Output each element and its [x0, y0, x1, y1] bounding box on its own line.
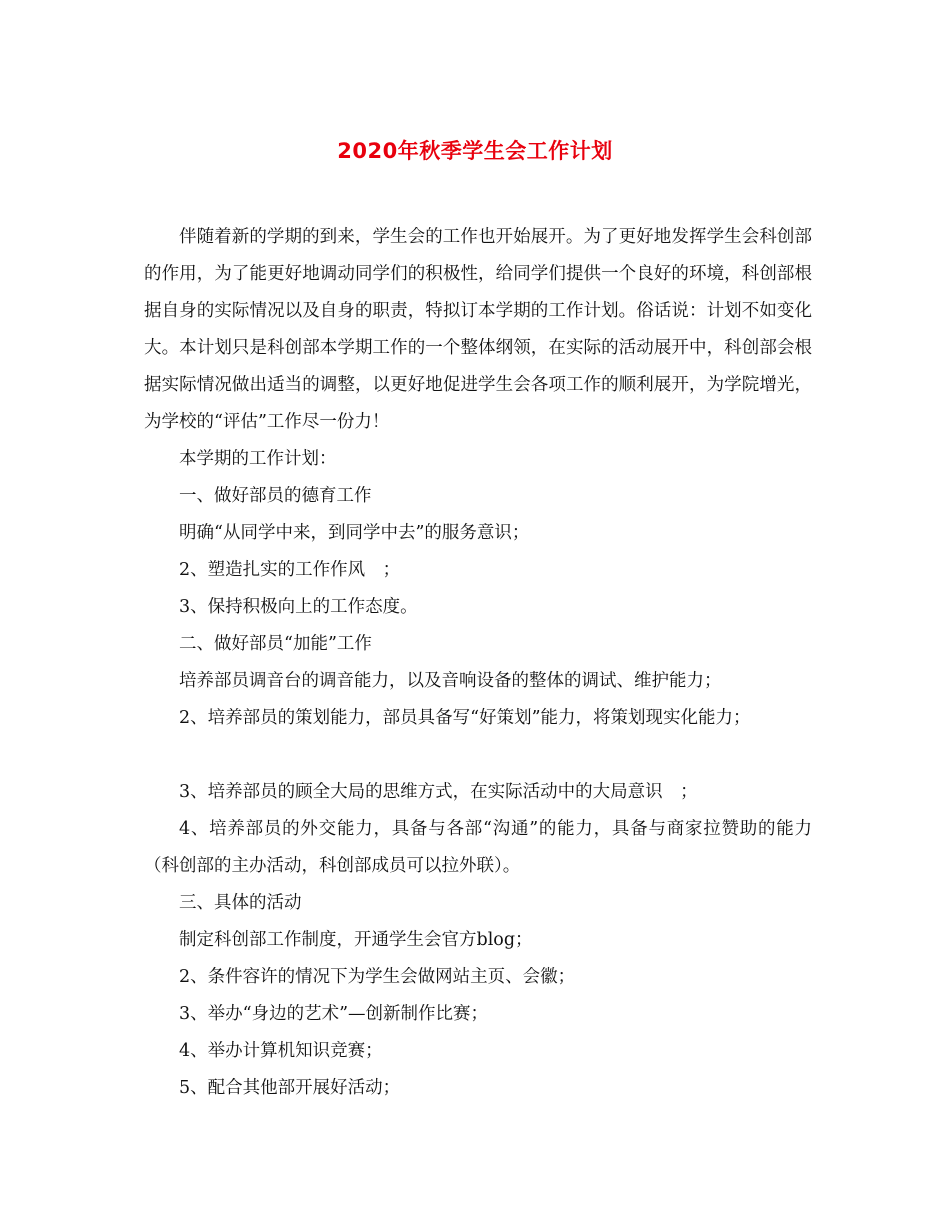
list-item: 4、举办计算机知识竞赛；	[179, 1041, 383, 1061]
list-item: 2、培养部员的策划能力，部员具备写“好策划”能力，将策划现实化能力；	[179, 708, 751, 728]
list-item: 3、保持积极向上的工作态度。	[179, 597, 418, 617]
list-item: 制定科创部工作制度，开通学生会官方blog；	[179, 930, 533, 950]
list-item: 5、配合其他部开展好活动；	[179, 1078, 401, 1098]
document-body	[144, 219, 812, 1107]
list-item: 2、条件容许的情况下为学生会做网站主页、会徽；	[179, 967, 576, 987]
list-item: 4、培养部员的外交能力，具备与各部“沟通”的能力，具备与商家拉赞助的能力（科创部的主办活动，科创部成员可以拉外联）。	[144, 819, 812, 876]
list-item: 培养部员调音台的调音能力，以及音响设备的整体的调试、维护能力；	[179, 671, 722, 691]
blank-line	[144, 737, 812, 774]
list-item: 3、培养部员的顾全大局的思维方式，在实际活动中的大局意识 ；	[179, 782, 698, 802]
intro-paragraph: 伴随着新的学期的到来，学生会的工作也开始展开。为了更好地发挥学生会科创部的作用，为了能更好地调动同学们的积极性，给同学们提供一个良好的环境，科创部根据自身的实际情况以及自身的职责，特拟订本学期的工作计划。俗话说：计划不如变化大。本计划只是科创部本学期工作的一个整体纲领，在实际的活动展开中，科创部会根据实际情况做出适当的调整，以更好地促进学生会各项工作的顺利展开，为学院增光，为学校的“评估”工作尽一份力！	[144, 227, 812, 432]
document-title: 2020年秋季学生会工作计划	[337, 139, 613, 163]
section-heading-2: 二、做好部员“加能”工作	[179, 634, 372, 654]
section-heading-3: 三、具体的活动	[179, 893, 302, 913]
list-item: 2、塑造扎实的工作作风 ；	[179, 560, 401, 580]
section-heading-1: 一、做好部员的德育工作	[179, 486, 372, 506]
list-item: 明确“从同学中来，到同学中去”的服务意识；	[179, 523, 530, 543]
list-item: 3、举办“身边的艺术”—创新制作比赛；	[179, 1004, 489, 1024]
plan-heading: 本学期的工作计划：	[179, 449, 337, 469]
